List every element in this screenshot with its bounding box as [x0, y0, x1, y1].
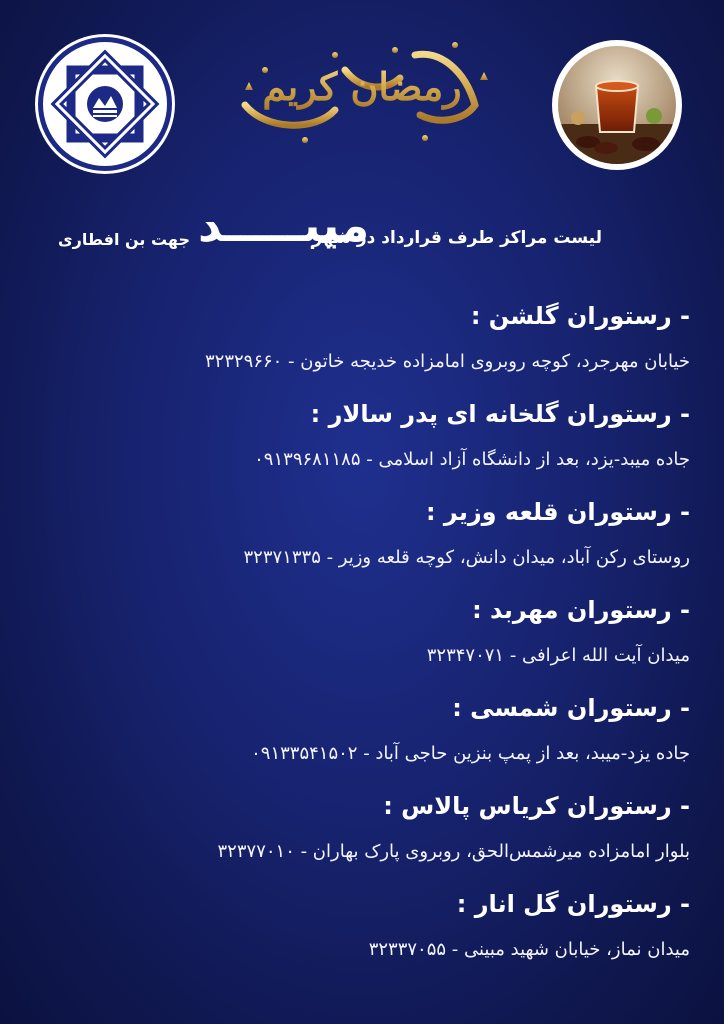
restaurant-address: میدان آیت الله اعرافی - ۳۲۳۴۷۰۷۱	[426, 645, 690, 666]
restaurant-name: - رستوران قلعه وزیر :	[425, 498, 690, 526]
restaurant-address: میدان نماز، خیابان شهید مبینی - ۳۲۳۳۷۰۵۵	[368, 939, 690, 960]
list-item	[100, 782, 690, 880]
restaurant-name: - رستوران گلشن :	[470, 302, 690, 330]
list-item	[100, 880, 690, 978]
title-row	[30, 200, 694, 280]
restaurant-address: جاده میبد-یزد، بعد از دانشگاه آزاد اسلامی - ۰۹۱۳۹۶۸۱۱۸۵	[254, 449, 690, 470]
restaurant-name: - رستوران گل انار :	[456, 890, 690, 918]
restaurant-address: خیابان مهرجرد، کوچه روبروی امامزاده خدیجه خاتون - ۳۲۳۲۹۶۶۰	[204, 351, 690, 372]
list-item	[100, 488, 690, 586]
title-list-text: لیست مراکز طرف قرارداد در شهر	[312, 228, 602, 248]
restaurant-address: بلوار امامزاده میرشمس‌الحق، روبروی پارک بهاران - ۳۲۳۷۷۰۱۰	[217, 841, 690, 862]
restaurant-address: جاده یزد-میبد، بعد از پمپ بنزین حاجی آباد - ۰۹۱۳۳۵۴۱۵۰۲	[251, 743, 690, 764]
list-item	[100, 684, 690, 782]
organization-emblem-icon	[49, 48, 161, 160]
title-city: میبـــــد	[198, 198, 370, 252]
calligraphy-text: رمضان کریم	[262, 64, 462, 109]
list-item	[100, 390, 690, 488]
restaurant-name: - رستوران گلخانه ای پدر سالار :	[310, 400, 690, 428]
restaurant-list	[100, 292, 690, 978]
restaurant-name: - رستوران مهربد :	[472, 596, 690, 624]
organization-logo	[38, 37, 172, 171]
restaurant-name: - رستوران شمسی :	[452, 694, 690, 722]
list-item	[100, 586, 690, 684]
title-suffix: جهت بن افطاری	[58, 230, 191, 249]
restaurant-address: روستای رکن آباد، میدان دانش، کوچه قلعه وزیر - ۳۲۳۷۱۳۳۵	[243, 547, 690, 568]
tea-and-dates-photo	[558, 46, 676, 164]
tea-dates-photo-frame	[552, 40, 682, 170]
restaurant-name: - رستوران کریاس پالاس :	[383, 792, 690, 820]
ramadan-kareem-calligraphy	[225, 10, 500, 160]
list-item	[100, 292, 690, 390]
